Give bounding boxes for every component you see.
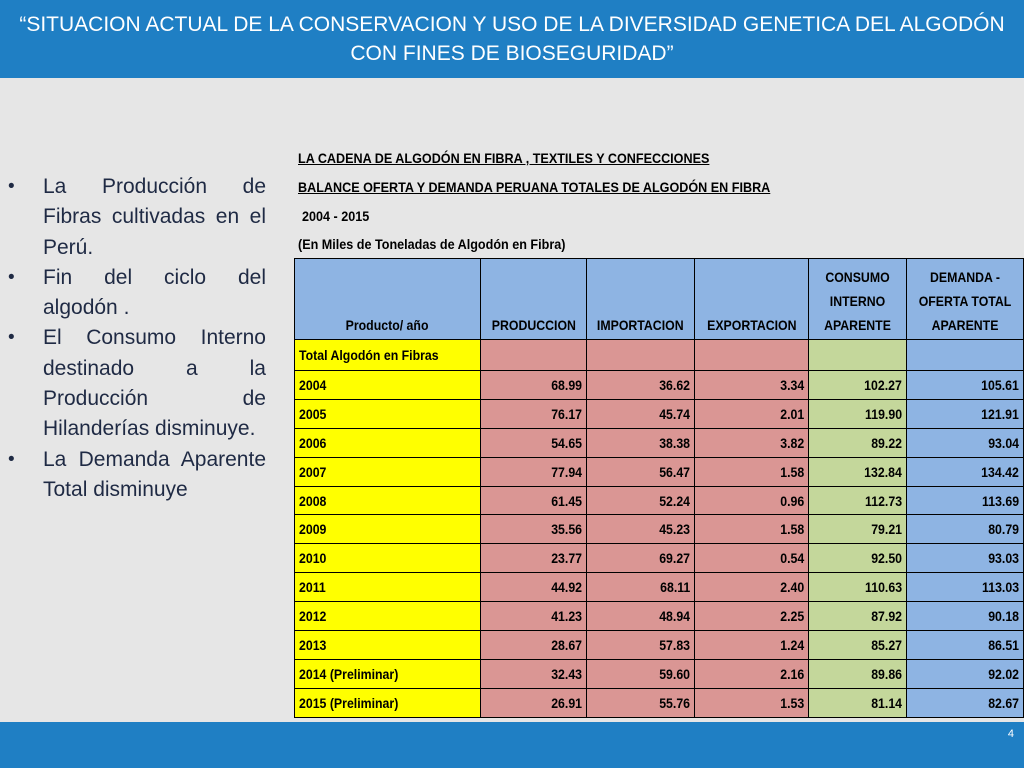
cell-year: 2015 (Preliminar) bbox=[295, 688, 481, 717]
cell-production: 68.99 bbox=[481, 371, 587, 400]
bullet-dot-icon: • bbox=[8, 266, 15, 288]
bullet-dot-icon: • bbox=[8, 327, 15, 349]
cell-internal-consumption: 92.50 bbox=[809, 544, 907, 573]
slide-title-bar bbox=[0, 0, 1024, 78]
cell-imports: 45.23 bbox=[587, 515, 695, 544]
bullet-text: El Consumo Interno destinado a la Producción de Hilanderías disminuye. bbox=[43, 326, 266, 441]
cell-total-demand: 82.67 bbox=[907, 688, 1024, 717]
table-row bbox=[295, 573, 1024, 602]
bullet-dot-icon: • bbox=[8, 448, 15, 470]
cell-internal-consumption: 87.92 bbox=[809, 602, 907, 631]
cell-production: 23.77 bbox=[481, 544, 587, 573]
table-row bbox=[295, 486, 1024, 515]
page-number: 4 bbox=[1007, 728, 1014, 740]
cell-total-demand: 113.69 bbox=[907, 486, 1024, 515]
cell-exports: 1.53 bbox=[695, 688, 809, 717]
cell-year: 2005 bbox=[295, 399, 481, 428]
cell-internal-consumption: 102.27 bbox=[809, 371, 907, 400]
table-caption-balance: BALANCE OFERTA Y DEMANDA PERUANA TOTALES DE ALGODÓN EN FIBRA bbox=[298, 179, 771, 195]
table-caption-units: (En Miles de Toneladas de Algodón en Fibra) bbox=[298, 236, 566, 252]
table-group-row bbox=[295, 340, 1024, 371]
cell-exports: 0.96 bbox=[695, 486, 809, 515]
cell-year: 2004 bbox=[295, 371, 481, 400]
table-row bbox=[295, 602, 1024, 631]
cell-exports: 2.40 bbox=[695, 573, 809, 602]
cell-imports: 59.60 bbox=[587, 659, 695, 688]
cell-imports: 45.74 bbox=[587, 399, 695, 428]
cell-internal-consumption: 79.21 bbox=[809, 515, 907, 544]
cell-production: 28.67 bbox=[481, 631, 587, 660]
cell-exports: 1.58 bbox=[695, 515, 809, 544]
cell-internal-consumption: 81.14 bbox=[809, 688, 907, 717]
bullet-item bbox=[8, 323, 266, 444]
cell-internal-consumption: 119.90 bbox=[809, 399, 907, 428]
cell-total-demand: 134.42 bbox=[907, 457, 1024, 486]
cell-imports: 56.47 bbox=[587, 457, 695, 486]
column-header-internal-consumption: CONSUMO INTERNO APARENTE bbox=[809, 259, 907, 340]
bullet-list bbox=[8, 172, 266, 505]
cell-production: 26.91 bbox=[481, 688, 587, 717]
table-row bbox=[295, 631, 1024, 660]
table-row bbox=[295, 428, 1024, 457]
cell-internal-consumption: 89.22 bbox=[809, 428, 907, 457]
cell-exports: 1.58 bbox=[695, 457, 809, 486]
table-row bbox=[295, 399, 1024, 428]
cell-internal-consumption: 132.84 bbox=[809, 457, 907, 486]
cell-internal-consumption: 110.63 bbox=[809, 573, 907, 602]
cell-imports: 55.76 bbox=[587, 688, 695, 717]
column-header-product: Producto/ año bbox=[295, 259, 481, 340]
cell-production: 61.45 bbox=[481, 486, 587, 515]
cell-exports: 3.34 bbox=[695, 371, 809, 400]
cell-year: 2007 bbox=[295, 457, 481, 486]
cell-internal-consumption: 89.86 bbox=[809, 659, 907, 688]
cell-year: 2012 bbox=[295, 602, 481, 631]
bullet-text: Fin del ciclo del algodón . bbox=[43, 265, 266, 320]
cell-production: 44.92 bbox=[481, 573, 587, 602]
cell-exports: 2.25 bbox=[695, 602, 809, 631]
table-row bbox=[295, 515, 1024, 544]
cell-year: 2008 bbox=[295, 486, 481, 515]
cell-year: 2011 bbox=[295, 573, 481, 602]
cell-internal-consumption: 85.27 bbox=[809, 631, 907, 660]
footer-bar bbox=[0, 722, 1024, 768]
cell-exports: 0.54 bbox=[695, 544, 809, 573]
group-label: Total Algodón en Fibras bbox=[295, 340, 481, 371]
cell-imports: 36.62 bbox=[587, 371, 695, 400]
cell-imports: 52.24 bbox=[587, 486, 695, 515]
cell-total-demand: 93.04 bbox=[907, 428, 1024, 457]
cell-year: 2014 (Preliminar) bbox=[295, 659, 481, 688]
cell-production: 76.17 bbox=[481, 399, 587, 428]
bullet-item bbox=[8, 445, 266, 506]
cell-year: 2013 bbox=[295, 631, 481, 660]
table-row bbox=[295, 371, 1024, 400]
column-header-total-demand: DEMANDA - OFERTA TOTAL APARENTE bbox=[907, 259, 1024, 340]
table-caption-period: 2004 - 2015 bbox=[302, 208, 370, 224]
cell-exports: 2.01 bbox=[695, 399, 809, 428]
table-row bbox=[295, 544, 1024, 573]
cell-year: 2010 bbox=[295, 544, 481, 573]
cell-exports: 3.82 bbox=[695, 428, 809, 457]
table-row bbox=[295, 688, 1024, 717]
cell-total-demand: 92.02 bbox=[907, 659, 1024, 688]
cell-imports: 48.94 bbox=[587, 602, 695, 631]
cell-total-demand: 113.03 bbox=[907, 573, 1024, 602]
cell-production: 32.43 bbox=[481, 659, 587, 688]
cell-imports: 68.11 bbox=[587, 573, 695, 602]
cell-year: 2006 bbox=[295, 428, 481, 457]
cell-internal-consumption: 112.73 bbox=[809, 486, 907, 515]
cell-total-demand: 90.18 bbox=[907, 602, 1024, 631]
cell-exports: 2.16 bbox=[695, 659, 809, 688]
cell-imports: 38.38 bbox=[587, 428, 695, 457]
bullet-item bbox=[8, 263, 266, 324]
cell-production: 54.65 bbox=[481, 428, 587, 457]
cell-production: 35.56 bbox=[481, 515, 587, 544]
column-header-production: PRODUCCION bbox=[481, 259, 587, 340]
bullet-text: La Producción de Fibras cultivadas en el Perú. bbox=[43, 175, 266, 259]
table-caption-chain: LA CADENA DE ALGODÓN EN FIBRA , TEXTILES Y CONFECCIONES bbox=[298, 150, 710, 166]
bullet-dot-icon: • bbox=[8, 176, 15, 197]
cell-production: 41.23 bbox=[481, 602, 587, 631]
cotton-balance-table bbox=[294, 258, 1024, 718]
cell-total-demand: 121.91 bbox=[907, 399, 1024, 428]
cell-total-demand: 86.51 bbox=[907, 631, 1024, 660]
cell-production: 77.94 bbox=[481, 457, 587, 486]
cell-imports: 57.83 bbox=[587, 631, 695, 660]
column-header-imports: IMPORTACION bbox=[587, 259, 695, 340]
cell-imports: 69.27 bbox=[587, 544, 695, 573]
table-header-row bbox=[295, 259, 1024, 340]
cell-total-demand: 93.03 bbox=[907, 544, 1024, 573]
cell-total-demand: 80.79 bbox=[907, 515, 1024, 544]
cell-exports: 1.24 bbox=[695, 631, 809, 660]
bullet-text: La Demanda Aparente Total disminuye bbox=[43, 447, 266, 501]
table-row bbox=[295, 457, 1024, 486]
bullet-item bbox=[8, 172, 266, 263]
slide-title: “SITUACION ACTUAL DE LA CONSERVACION Y USO DE LA DIVERSIDAD GENETICA DEL ALGODÓN CON FINES DE BIOSEGURIDAD” bbox=[19, 13, 1005, 65]
cell-total-demand: 105.61 bbox=[907, 371, 1024, 400]
column-header-exports: EXPORTACION bbox=[695, 259, 809, 340]
cell-year: 2009 bbox=[295, 515, 481, 544]
table-row bbox=[295, 659, 1024, 688]
